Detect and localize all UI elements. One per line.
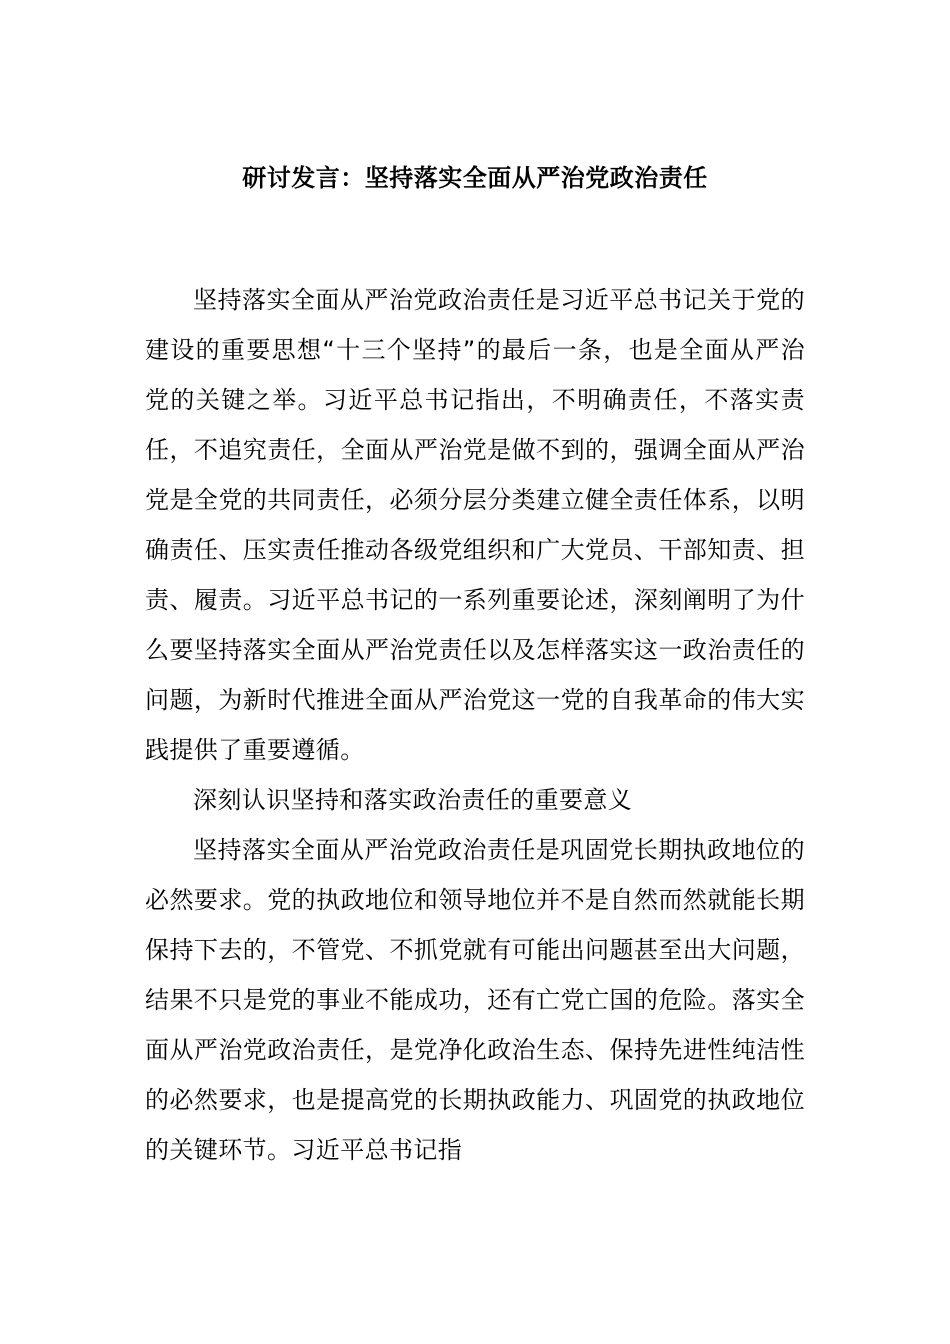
section-heading: 深刻认识坚持和落实政治责任的重要意义 bbox=[193, 786, 633, 814]
paragraph-intro: 坚持落实全面从严治党政治责任是习近平总书记关于党的建设的重要思想“十三个坚持”的最后一条，也是全面从严治党的关键之举。习近平总书记指出，不明确责任，不落实责任，不追究责任，全面从严治党是做不到的，强调全面从严治党是全党的共同责任，必须分层分类建立健全责任体系，以明确责任、压实责任推动各级党组织和广大党员、干部知责、担责、履责。习近平总书记的一系列重要论述，深刻阐明了为什么要坚持落实全面从严治党责任以及怎样落实这一政治责任的问题，为新时代推进全面从严治党这一党的自我革命的伟大实践提供了重要遵循。 bbox=[145, 286, 805, 764]
paragraph-significance: 坚持落实全面从严治党政治责任是巩固党长期执政地位的必然要求。党的执政地位和领导地位并不是自然而然就能长期保持下去的，不管党、不抓党就有可能出问题甚至出大问题，结果不只是党的事业不能成功，还有亡党亡国的危险。落实全面从严治党政治责任，是党净化政治生态、保持先进性纯洁性的必然要求，也是提高党的长期执政能力、巩固党的执政地位的关键环节。习近平总书记指 bbox=[145, 836, 805, 1164]
document-body bbox=[145, 275, 805, 1175]
document-title: 研讨发言：坚持落实全面从严治党政治责任 bbox=[242, 164, 708, 192]
